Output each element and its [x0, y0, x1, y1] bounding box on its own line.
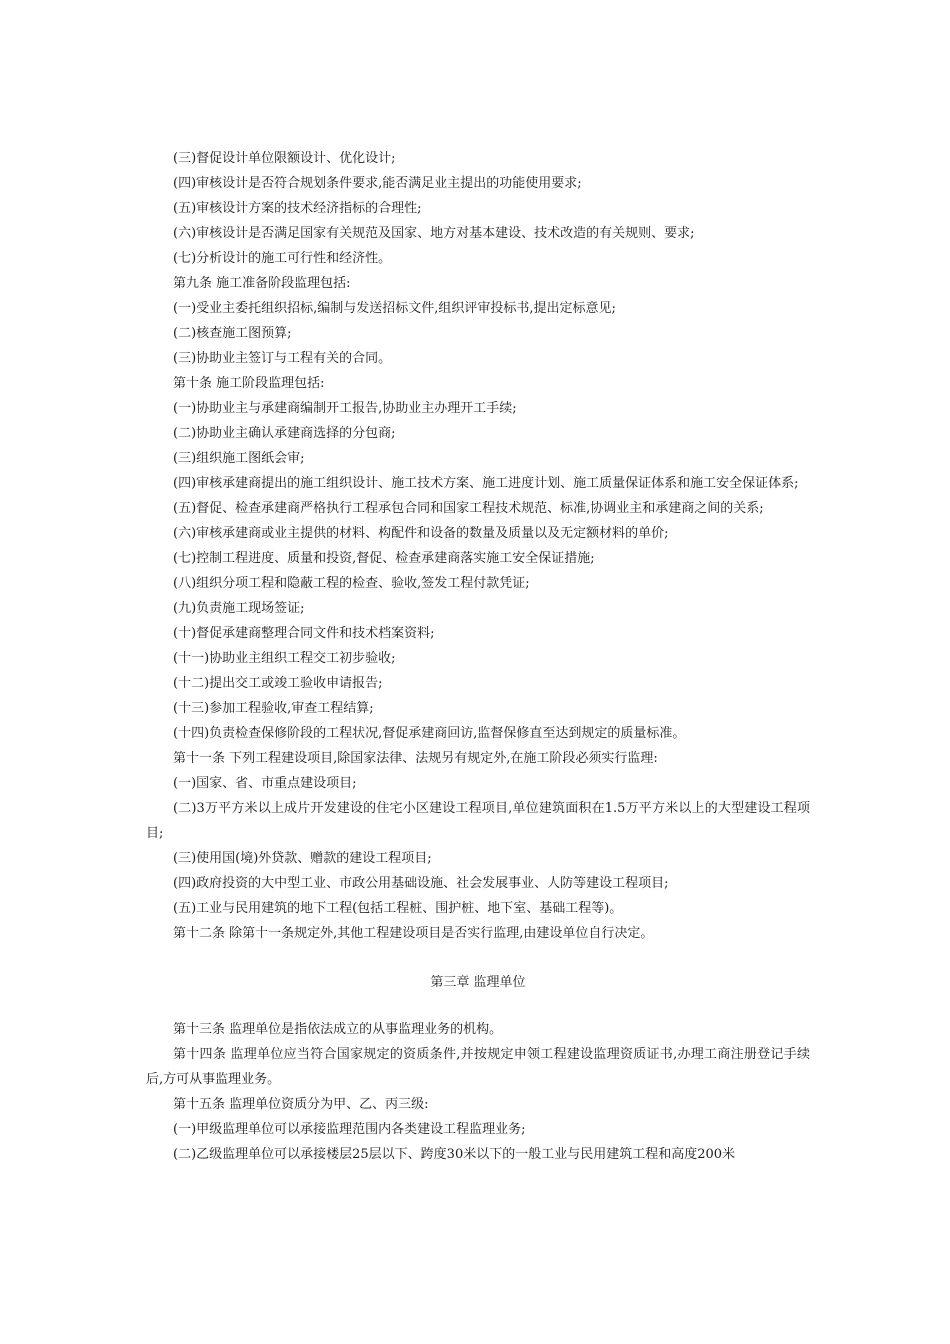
paragraph: (一)甲级监理单位可以承接监理范围内各类建设工程监理业务; [173, 1122, 526, 1137]
article-heading: 第十二条 除第十一条规定外,其他工程建设项目是否实行监理,由建设单位自行决定。 [173, 926, 654, 941]
paragraphs-before-chapter [146, 146, 810, 946]
paragraphs-after-chapter [146, 1017, 810, 1167]
paragraph: (三)使用国(境)外贷款、赠款的建设工程项目; [173, 851, 432, 866]
paragraph: (二)协助业主确认承建商选择的分包商; [173, 426, 396, 441]
paragraph: (五)工业与民用建筑的地下工程(包括工程桩、围护桩、地下室、基础工程等)。 [173, 901, 623, 916]
article-heading: 第九条 施工准备阶段监理包括: [173, 276, 351, 291]
paragraph: (十)督促承建商整理合同文件和技术档案资料; [173, 626, 435, 641]
paragraph: (一)协助业主与承建商编制开工报告,协助业主办理开工手续; [173, 401, 517, 416]
paragraph: (二)核查施工图预算; [173, 326, 292, 341]
article-heading: 第十五条 监理单位资质分为甲、乙、丙三级: [173, 1097, 429, 1112]
paragraph: (三)组织施工图纸会审; [173, 451, 305, 466]
paragraph: (一)受业主委托组织招标,编制与发送招标文件,组织评审投标书,提出定标意见; [173, 301, 616, 316]
paragraph: (四)审核承建商提出的施工组织设计、施工技术方案、施工进度计划、施工质量保证体系和施工安全保证体系; [173, 476, 799, 491]
chapter-heading: 第三章 监理单位 [430, 975, 526, 990]
paragraph: (六)审核设计是否满足国家有关规范及国家、地方对基本建设、技术改造的有关规则、要求; [173, 226, 695, 241]
paragraph: (五)审核设计方案的技术经济指标的合理性; [173, 201, 422, 216]
paragraph: (七)控制工程进度、质量和投资,督促、检查承建商落实施工安全保证措施; [173, 551, 595, 566]
paragraph: (九)负责施工现场签证; [173, 601, 305, 616]
paragraph: (六)审核承建商或业主提供的材料、构配件和设备的数量及质量以及无定额材料的单价; [173, 526, 669, 541]
paragraph: (三)协助业主签订与工程有关的合同。 [173, 351, 392, 366]
paragraph: (三)督促设计单位限额设计、优化设计; [173, 151, 396, 166]
paragraph: (五)督促、检查承建商严格执行工程承包合同和国家工程技术规范、标准,协调业主和承建商之间的关系; [173, 501, 764, 516]
article-heading: 第十一条 下列工程建设项目,除国家法律、法规另有规定外,在施工阶段必须实行监理: [173, 751, 658, 766]
paragraph: (四)审核设计是否符合规划条件要求,能否满足业主提出的功能使用要求; [173, 176, 582, 191]
article-heading: 第十四条 监理单位应当符合国家规定的资质条件,并按规定申领工程建设监理资质证书,办理工商注册登记手续后,方可从事监理业务。 [146, 1047, 810, 1087]
paragraph: (四)政府投资的大中型工业、市政公用基础设施、社会发展事业、人防等建设工程项目; [173, 876, 669, 891]
paragraph: (十二)提出交工或竣工验收申请报告; [173, 676, 383, 691]
article-heading: 第十条 施工阶段监理包括: [173, 376, 325, 391]
paragraph: (十一)协助业主组织工程交工初步验收; [173, 651, 396, 666]
document-body [146, 146, 810, 1167]
paragraph: (二)3万平方米以上成片开发建设的住宅小区建设工程项目,单位建筑面积在1.5万平方米以上的大型建设工程项目; [146, 801, 810, 841]
paragraph: (二)乙级监理单位可以承接楼层25层以下、跨度30米以下的一般工业与民用建筑工程和高度200米 [173, 1147, 736, 1162]
paragraph: (七)分析设计的施工可行性和经济性。 [173, 251, 392, 266]
paragraph: (十三)参加工程验收,审查工程结算; [173, 701, 374, 716]
paragraph: (八)组织分项工程和隐蔽工程的检查、验收,签发工程付款凭证; [173, 576, 530, 591]
article-heading: 第十三条 监理单位是指依法成立的从事监理业务的机构。 [173, 1022, 503, 1037]
paragraph: (一)国家、省、市重点建设项目; [173, 776, 357, 791]
paragraph: (十四)负责检查保修阶段的工程状况,督促承建商回访,监督保修直至达到规定的质量标准。 [173, 726, 686, 741]
